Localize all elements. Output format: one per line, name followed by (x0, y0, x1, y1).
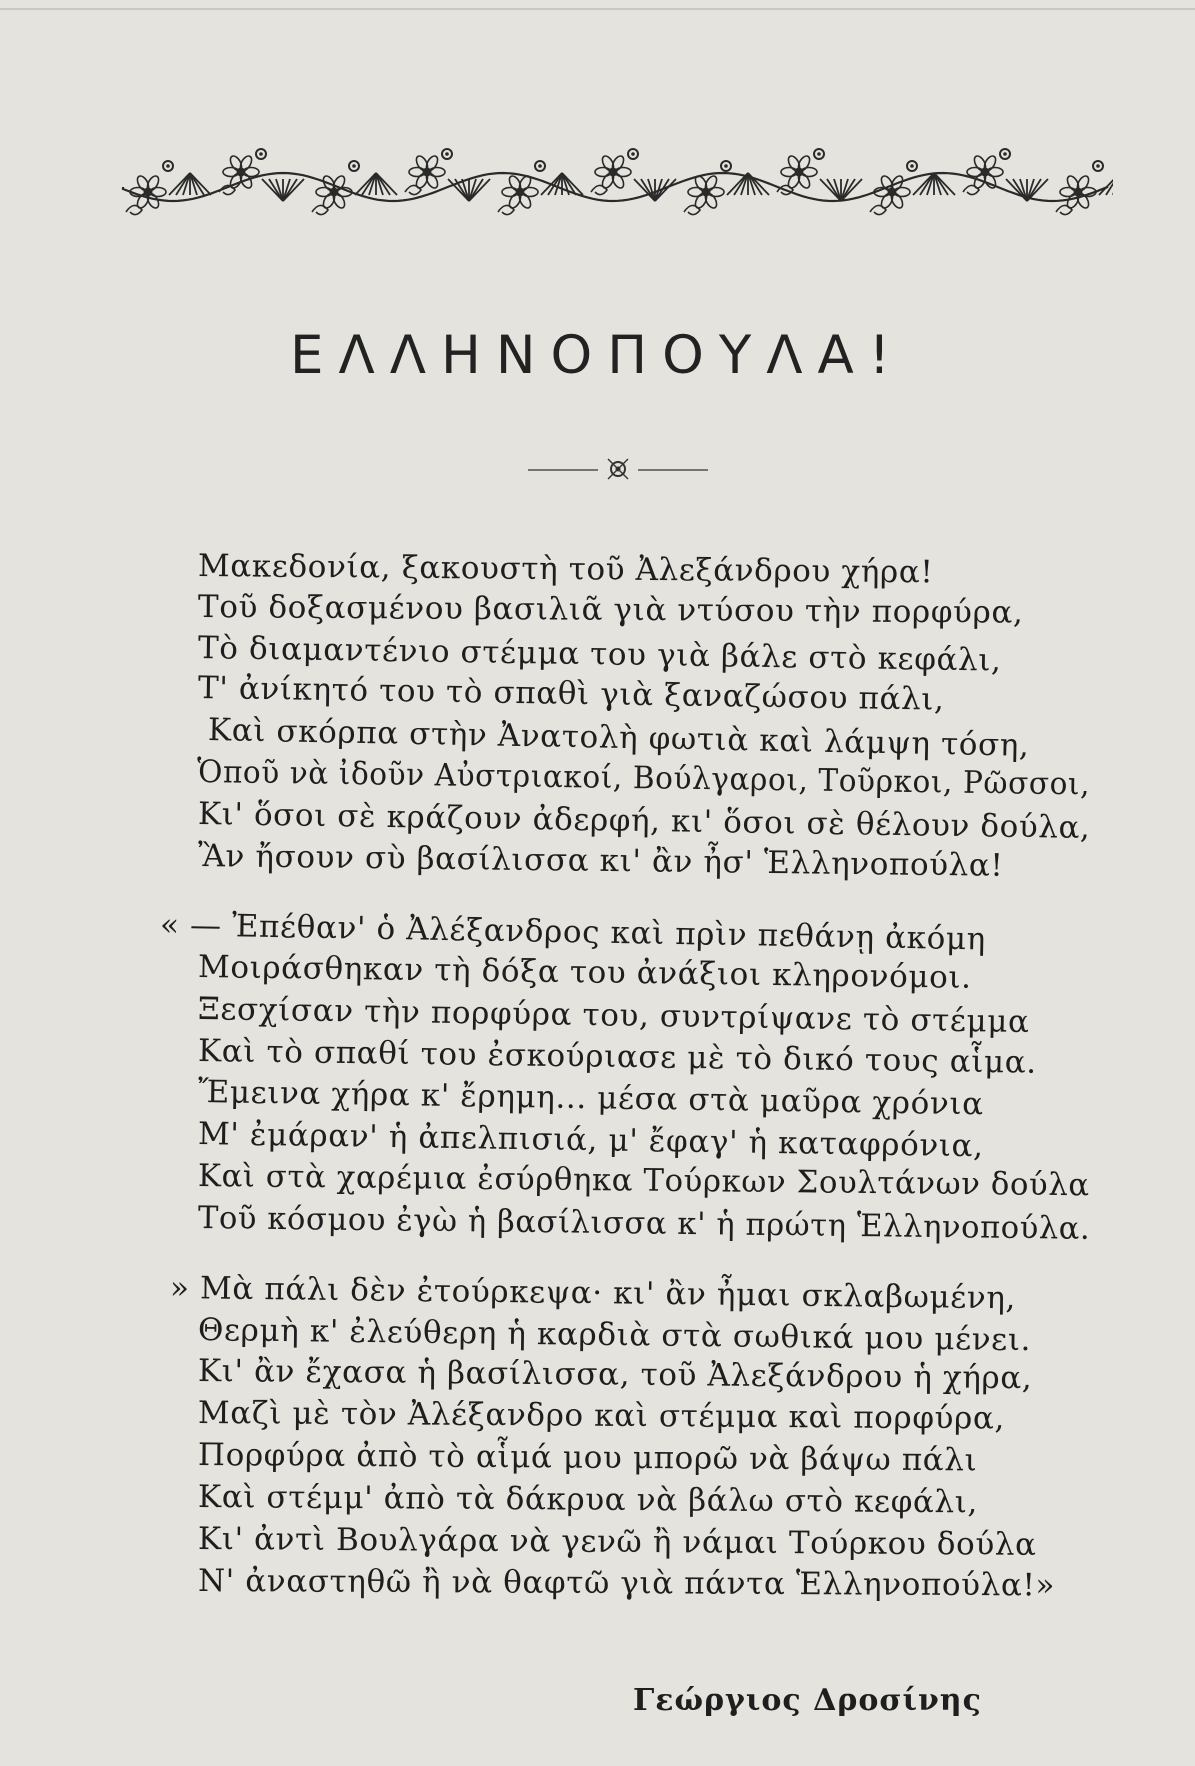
floral-ornament-banner (118, 132, 1113, 232)
verse-line: Τοῦ κόσμου ἐγὼ ἡ βασίλισσα κ' ἡ πρώτη Ἑλληνοπούλα. (197, 1200, 1091, 1247)
verse-line: Κι' ἂν ἔχασα ἡ βασίλισσα, τοῦ Ἀλεξάνδρου ἡ χήρα, (197, 1353, 1033, 1397)
verse-line: Μαζὶ μὲ τὸν Ἀλέξανδρο καὶ στέμμα καὶ πορφύρα, (197, 1395, 1006, 1437)
verse-line: Κι' ὅσοι σὲ κράζουν ἀδερφή, κι' ὅσοι σὲ θέλουν δούλα, (197, 796, 1091, 847)
verse-line: Ἔμεινα χήρα κ' ἔρημη... μέσα στὰ μαῦρα χρόνια (197, 1074, 984, 1123)
verse-line: Ξεσχίσαν τὴν πορφύρα του, συντρίψανε τὸ στέμμα (197, 991, 1030, 1041)
verse-line: Τοῦ δοξασμένου βασιλιᾶ γιὰ ντύσου τὴν πορφύρα, (197, 589, 1024, 631)
verse-line: Μ' ἐμάραν' ἡ ἀπελπισιά, μ' ἔφαγ' ἡ καταφρόνια, (197, 1116, 984, 1165)
verse-line: Τὸ διαμαντένιο στέμμα του γιὰ βάλε στὸ κεφάλι, (197, 630, 1002, 679)
verse-line: Καὶ σκόρπα στὴν Ἀνατολὴ φωτιὰ καὶ λάμψη τόση, (207, 712, 1030, 764)
verse-line: Θερμὴ κ' ἐλεύθερη ἡ καρδιὰ στὰ σωθικά μου μένει. (197, 1312, 1032, 1359)
page-top-edge (0, 8, 1195, 10)
verse-line: » Μὰ πάλι δὲν ἐτούρκεψα· κι' ἂν ἦμαι σκλαβωμένη, (169, 1270, 1017, 1317)
verse-line: Κι' ἀντὶ Βουλγάρα νὰ γενῶ ἢ νάμαι Τούρκου δούλα (197, 1521, 1037, 1563)
verse-line: « — Ἐπέθαν' ὁ Ἀλέξανδρος καὶ πρὶν πεθάνῃ ἀκόμη (159, 907, 987, 958)
ornament-divider (528, 450, 708, 486)
verse-line: Ἂν ἤσουν σὺ βασίλισσα κι' ἂν ἦσ' Ἑλληνοπούλα! (197, 838, 1004, 884)
verse-line: Τ' ἀνίκητό του τὸ σπαθὶ γιὰ ξαναζώσου πάλι, (197, 670, 945, 718)
verse-line: Μακεδονία, ξακουστὴ τοῦ Ἀλεξάνδρου χήρα! (197, 548, 934, 591)
verse-line: Καὶ στέμμ' ἀπὸ τὰ δάκρυα νὰ βάλω στὸ κεφάλι, (197, 1479, 979, 1521)
verse-line: Μοιράσθηκαν τὴ δόξα του ἀνάξιοι κληρονόμοι. (197, 949, 972, 996)
poem-title: ΕΛΛΗΝΟΠΟΥΛΑ! (290, 325, 905, 386)
verse-line: Ν' ἀναστηθῶ ἢ νὰ θαφτῶ γιὰ πάντα Ἑλληνοπούλα!» (197, 1563, 1056, 1604)
verse-line: Καὶ τὸ σπαθί του ἐσκούριασε μὲ τὸ δικό τους αἷμα. (197, 1033, 1037, 1081)
verse-line: Καὶ στὰ χαρέμια ἐσύρθηκα Τούρκων Σουλτάνων δούλα (197, 1158, 1090, 1204)
verse-line: Ὁποῦ νὰ ἰδοῦν Αὐστριακοί, Βούλγαροι, Τοῦρκοι, Ρῶσσοι, (196, 754, 1091, 803)
author-signature: Γεώργιος Δροσίνης (633, 1683, 982, 1718)
verse-line: Πορφύρα ἀπὸ τὸ αἷμά μου μπορῶ νὰ βάψω πάλι (197, 1437, 978, 1479)
